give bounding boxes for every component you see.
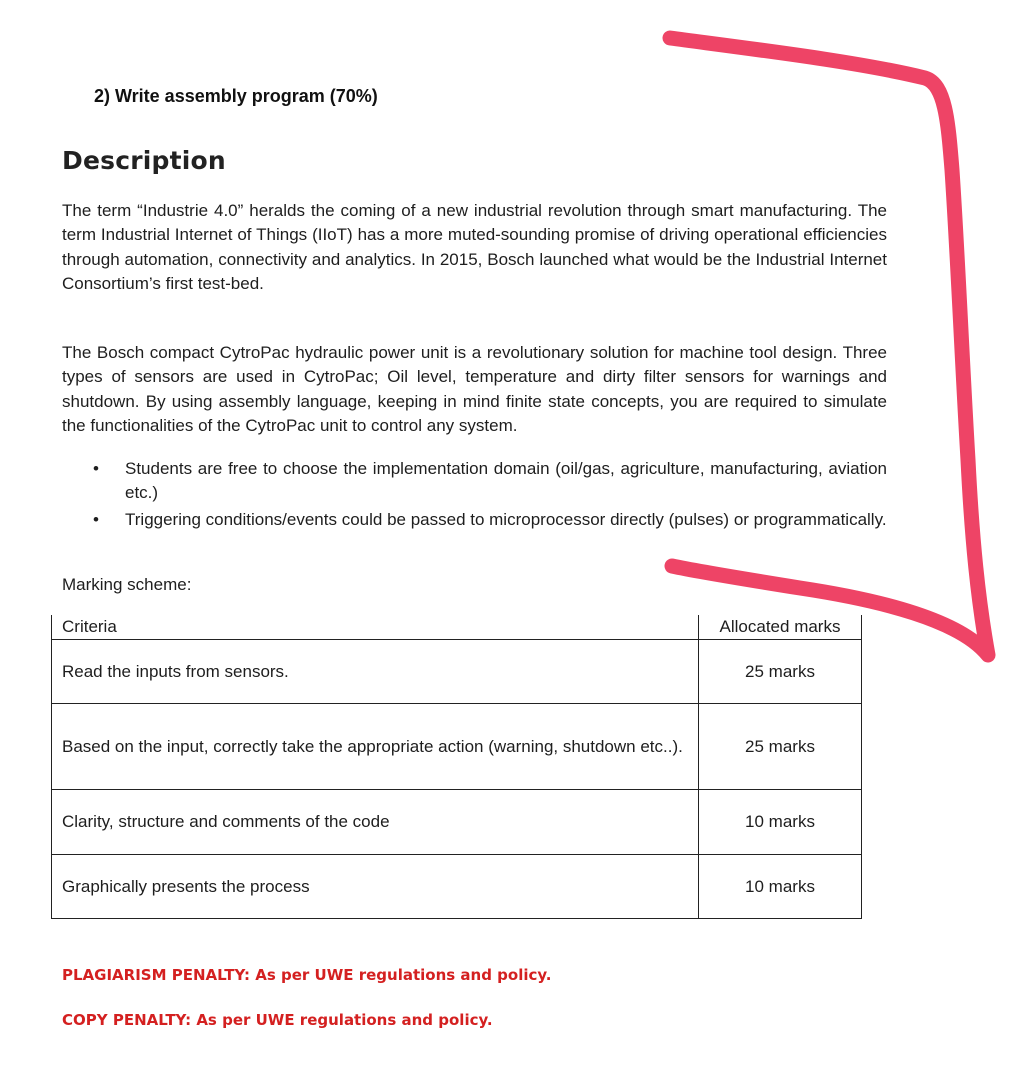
criteria-cell: Graphically presents the process [52,855,699,919]
criteria-cell: Clarity, structure and comments of the code [52,790,699,855]
marking-scheme-label: Marking scheme: [62,575,192,594]
marking-table [51,615,862,919]
criteria-cell: Read the inputs from sensors. [52,640,699,704]
bullet-icon: • [93,459,99,478]
bullet-list [62,457,887,534]
table-header-row [52,615,862,640]
bullet-text: Triggering conditions/events could be passed to microprocessor directly (pulses) or programmatically. [125,509,887,529]
list-item [62,457,887,506]
table-row [52,640,862,704]
criteria-header: Criteria [52,615,699,640]
criteria-cell: Based on the input, correctly take the appropriate action (warning, shutdown etc..). [52,704,699,790]
paragraph-cytropac: The Bosch compact CytroPac hydraulic power unit is a revolutionary solution for machine tool design. Three types of sensors are used in CytroPac; Oil level, temperature and dirty filter sensors for warnings and shutdown. By using assembly language, keeping in mind finite state concepts, you are required to simulate the functionalities of the CytroPac unit to control any system. [62,343,887,436]
list-item [62,508,887,532]
marks-cell: 10 marks [699,855,862,919]
table-row [52,855,862,919]
table-row [52,704,862,790]
table-row [52,790,862,855]
section-heading: 2) Write assembly program (70%) [94,86,378,106]
description-title: Description [62,146,226,175]
bullet-icon: • [93,509,99,529]
paragraph-industrie: The term “Industrie 4.0” heralds the coming of a new industrial revolution through smart manufacturing. The term Industrial Internet of Things (IIoT) has a more muted-sounding promise of driving operational efficiencies through automation, connectivity and analytics. In 2015, Bosch launched what would be the Industrial Internet Consortium’s first test-bed. [62,201,887,294]
marks-cell: 25 marks [699,704,862,790]
marks-header: Allocated marks [699,615,862,640]
plagiarism-penalty: PLAGIARISM PENALTY: As per UWE regulations and policy. [62,966,552,984]
marks-cell: 25 marks [699,640,862,704]
marks-cell: 10 marks [699,790,862,855]
bullet-text: Students are free to choose the implementation domain (oil/gas, agriculture, manufacturing, aviation etc.) [125,459,887,503]
copy-penalty: COPY PENALTY: As per UWE regulations and policy. [62,1011,493,1029]
